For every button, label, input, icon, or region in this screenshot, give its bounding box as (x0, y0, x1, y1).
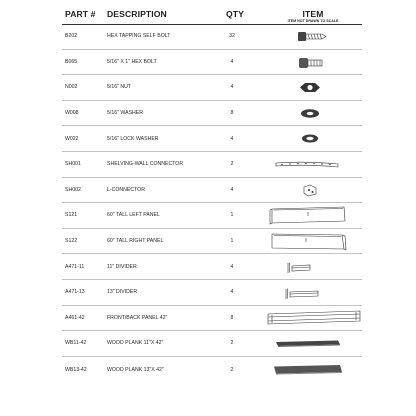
part-quantity: 8 (230, 314, 234, 321)
part-number: WB13-42 (65, 366, 87, 373)
hex-tapping-screw-icon (266, 24, 362, 49)
header-description: DESCRIPTION (107, 9, 167, 19)
table-row (62, 50, 362, 76)
part-number: WB11-42 (65, 340, 87, 347)
part-description: 5/16" NUT (107, 84, 132, 91)
part-description: 13" DIVIDER (107, 289, 138, 296)
table-row (62, 229, 362, 255)
header-item: ITEM (302, 9, 324, 19)
table-row (62, 126, 362, 152)
part-quantity: 4 (230, 58, 234, 65)
table-row (62, 357, 362, 383)
part-number: A471-13 (65, 289, 85, 296)
part-number: B065 (65, 58, 78, 65)
part-description: 5/16" LOCK WASHER (107, 135, 159, 142)
part-number: W008 (65, 110, 79, 117)
part-quantity: 1 (230, 212, 234, 219)
part-description: 11" DIVIDER (107, 263, 137, 270)
part-number: B202 (65, 33, 78, 40)
table-row (62, 24, 362, 50)
part-description: HEX TAPPING SELF BOLT (107, 33, 171, 40)
washer-icon (266, 101, 362, 126)
part-number: W022 (65, 135, 79, 142)
part-description: 60" TALL LEFT PANEL (107, 212, 160, 219)
part-quantity: 8 (230, 110, 234, 117)
divider-11-icon (266, 254, 362, 279)
table-row (62, 178, 362, 204)
part-quantity: 1 (230, 238, 234, 245)
wood-plank-13-icon (266, 357, 362, 383)
part-quantity: 32 (229, 33, 235, 40)
wall-connector-icon (266, 152, 362, 177)
hex-bolt-icon (266, 50, 362, 75)
parts-table (62, 24, 362, 382)
table-row (62, 203, 362, 229)
part-description: WOOD PLANK 13"X 42" (107, 366, 164, 373)
part-description: SHELVING-WALL CONNECTOR (107, 161, 184, 168)
divider-13-icon (266, 280, 362, 305)
table-row (62, 254, 362, 280)
part-description: 5/16" X 1" HEX BOLT (107, 58, 157, 65)
part-number: A461-42 (65, 314, 85, 321)
table-row (62, 101, 362, 127)
part-description: 5/16" WASHER (107, 110, 143, 117)
part-quantity: 4 (230, 289, 234, 296)
part-quantity: 4 (230, 84, 234, 91)
table-row (62, 280, 362, 306)
header-part-number: PART # (65, 9, 96, 19)
front-back-panel-icon (266, 306, 362, 331)
part-number: N002 (65, 84, 78, 91)
header-quantity: QTY (226, 9, 244, 19)
left-panel-icon (266, 203, 362, 228)
part-description: 60" TALL RIGHT PANEL (107, 238, 164, 245)
part-number: S122 (65, 238, 78, 245)
part-number: SH001 (65, 161, 81, 168)
table-row (62, 331, 362, 357)
part-quantity: 2 (230, 161, 234, 168)
lock-washer-icon (266, 126, 362, 151)
part-description: FRONT/BACK PANEL 42" (107, 314, 168, 321)
part-number: SH002 (65, 186, 81, 193)
table-row (62, 75, 362, 101)
part-description: L-CONNECTOR (107, 186, 145, 193)
table-row (62, 306, 362, 332)
table-row (62, 152, 362, 178)
part-quantity: 2 (230, 340, 234, 347)
hex-nut-icon (266, 75, 362, 100)
part-description: WOOD PLANK 11"X 42" (107, 340, 164, 347)
part-quantity: 2 (230, 366, 234, 373)
part-number: A471-11 (65, 263, 85, 270)
header-scale-note: ITEM NOT DRAWN TO SCALE (287, 19, 339, 23)
right-panel-icon (266, 229, 362, 254)
l-connector-icon (266, 178, 362, 203)
part-quantity: 4 (230, 135, 234, 142)
part-number: S121 (65, 212, 78, 219)
part-quantity: 4 (230, 186, 234, 193)
part-quantity: 4 (230, 263, 234, 270)
wood-plank-11-icon (266, 331, 362, 356)
